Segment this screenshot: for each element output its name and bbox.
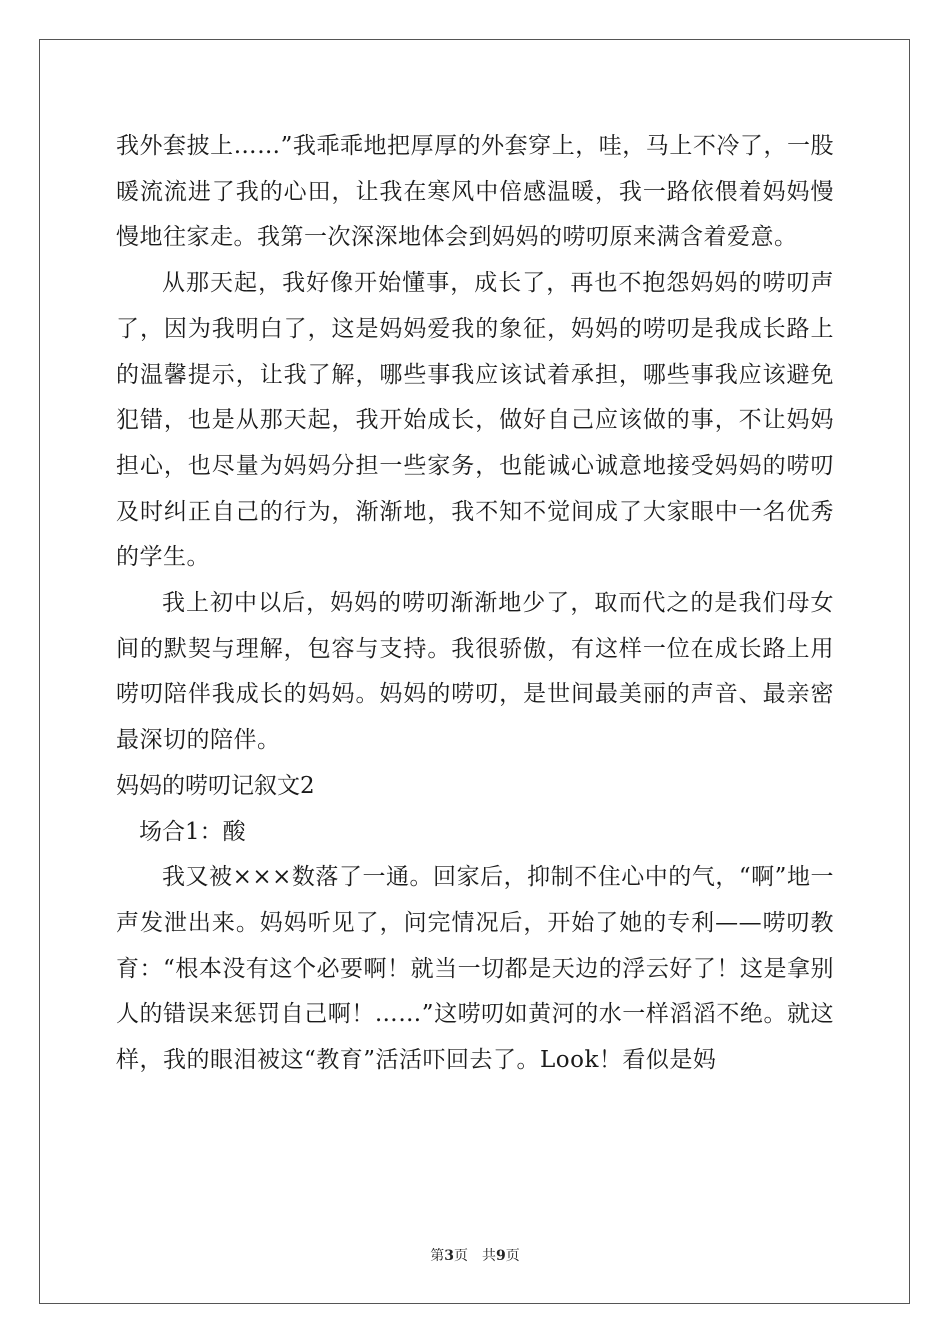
document-body <box>116 124 834 1084</box>
section-heading: 妈妈的唠叨记叙文2 <box>116 772 315 799</box>
paragraph-3: 我上初中以后，妈妈的唠叨渐渐地少了，取而代之的是我们母女间的默契与理解，包容与支持。我很骄傲，有这样一位在成长路上用唠叨陪伴我成长的妈妈。妈妈的唠叨，是世间最美丽的声音、最亲密最深切的陪伴。 <box>116 590 834 754</box>
page-footer <box>0 1245 950 1265</box>
total-prefix: 共 <box>482 1248 496 1264</box>
page-suffix: 页 <box>454 1248 468 1264</box>
total-suffix: 页 <box>505 1248 520 1264</box>
page-prefix: 第 <box>430 1248 445 1264</box>
section-sub-heading: 场合1：酸 <box>139 818 246 845</box>
page-current: 3 <box>444 1248 454 1264</box>
page-total: 9 <box>496 1248 506 1264</box>
paragraph-2: 从那天起，我好像开始懂事，成长了，再也不抱怨妈妈的唠叨声了，因为我明白了，这是妈妈爱我的象征，妈妈的唠叨是我成长路上的温馨提示，让我了解，哪些事我应该试着承担，哪些事我应该避免犯错，也是从那天起，我开始成长，做好自己应该做的事，不让妈妈担心，也尽量为妈妈分担一些家务，也能诚心诚意地接受妈妈的唠叨及时纠正自己的行为，渐渐地，我不知不觉间成了大家眼中一名优秀的学生。 <box>116 270 834 571</box>
paragraph-4: 我又被×××数落了一通。回家后，抑制不住心中的气，“啊”地一声发泄出来。妈妈听见了，问完情况后，开始了她的专利——唠叨教育：“根本没有这个必要啊！就当一切都是天边的浮云好了！这是拿别人的错误来惩罚自己啊！……”这唠叨如黄河的水一样滔滔不绝。就这样，我的眼泪被这“教育”活活吓回去了。Look！看似是妈 <box>116 864 834 1074</box>
paragraph-1: 我外套披上……”我乖乖地把厚厚的外套穿上，哇，马上不冷了，一股暖流流进了我的心田，让我在寒风中倍感温暖，我一路依偎着妈妈慢慢地往家走。我第一次深深地体会到妈妈的唠叨原来满含着爱意。 <box>116 133 834 251</box>
